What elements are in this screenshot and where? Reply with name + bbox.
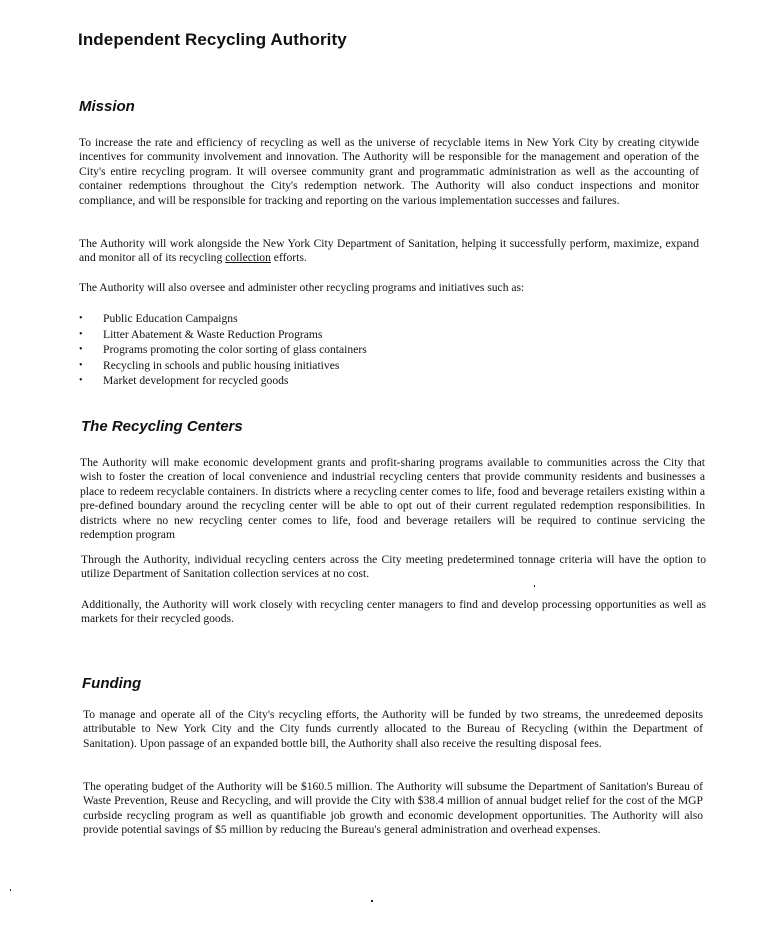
mission-paragraph-3: The Authority will also oversee and administer other recycling programs and initiatives such as: xyxy=(79,281,525,294)
bullet-icon: • xyxy=(79,359,83,371)
mission-paragraph-2-text: The Authority will work alongside the New York City Department of Sanitation, helping it successfully perform, maximize, expand and monitor all of its recycling xyxy=(79,237,699,265)
mission-paragraph-2-end: efforts. xyxy=(270,251,307,265)
list-item xyxy=(78,327,367,343)
bullet-icon: • xyxy=(79,328,83,340)
mission-paragraph-1: To increase the rate and efficiency of recycling as well as the universe of recyclable items in New York City by creating citywide incentives for community involvement and innovation. The Authority will be responsible for the management and operation of the City's entire recycling program. It will oversee community grant and programmatic administration as well as the accounting of container redemptions throughout the City's redemption network. The Authority will also conduct inspections and monitor compliance, and will be responsible for tracking and reporting on the various implementation successes and failures. xyxy=(79,136,699,207)
mission-paragraph-2-underlined: collection xyxy=(225,251,271,265)
centers-paragraph-3: Additionally, the Authority will work closely with recycling center managers to find and develop processing opportunities as well as markets for their recycled goods. xyxy=(81,598,706,626)
list-item xyxy=(78,342,367,358)
mission-paragraph-2 xyxy=(79,237,699,266)
list-item-text: Litter Abatement & Waste Reduction Programs xyxy=(103,327,323,341)
list-item-text: Public Education Campaigns xyxy=(103,312,238,325)
scan-speck xyxy=(534,585,535,587)
centers-paragraph-2: Through the Authority, individual recycling centers across the City meeting predetermined tonnage criteria will have the option to utilize Department of Sanitation collection services at no cost. xyxy=(81,553,706,581)
scan-speck xyxy=(371,900,373,902)
bullet-icon: • xyxy=(79,375,83,386)
section-heading-funding: Funding xyxy=(82,675,142,692)
document-title: Independent Recycling Authority xyxy=(78,30,347,49)
bullet-icon: • xyxy=(79,344,83,355)
centers-paragraph-1: The Authority will make economic development grants and profit-sharing programs available to communities across the City that wish to foster the creation of local convenience and industrial recycling centers that provide community residents and businesses a place to redeem recyclable containers. In districts where a recycling center comes to life, food and beverage retailers existing within a pre-defined boundary around the recycling center will be able to opt out of their current regulated redemption responsibilities. In districts where no new recycling center comes to life, food and beverage retailers will be required to continue servicing the redemption program xyxy=(80,456,705,542)
list-item-text: Recycling in schools and public housing initiatives xyxy=(103,358,340,372)
bullet-icon: • xyxy=(79,313,83,324)
list-item xyxy=(78,373,367,389)
initiatives-list xyxy=(78,311,367,389)
list-item xyxy=(78,311,367,327)
section-heading-mission: Mission xyxy=(79,98,135,115)
funding-paragraph-2: The operating budget of the Authority will be $160.5 million. The Authority will subsume the Department of Sanitation's Bureau of Waste Prevention, Reuse and Recycling, and will provide the City with $38.4 million of annual budget relief for the cost of the MGP curbside recycling program as well as quantifiable job growth and economic development opportunities. The Authority will also provide potential savings of $5 million by reducing the Bureau's general administration and overhead expenses. xyxy=(83,780,703,837)
section-heading-recycling-centers: The Recycling Centers xyxy=(81,418,243,435)
list-item-text: Programs promoting the color sorting of glass containers xyxy=(103,343,367,356)
scan-speck xyxy=(10,889,11,891)
funding-paragraph-1: To manage and operate all of the City's recycling efforts, the Authority will be funded by two streams, the unredeemed deposits attributable to New York City and the City funds currently allocated to the Bureau of Recycling (within the Department of Sanitation). Upon passage of an expanded bottle bill, the Authority shall also receive the resulting disposal fees. xyxy=(83,708,703,750)
list-item xyxy=(78,358,367,374)
list-item-text: Market development for recycled goods xyxy=(103,374,289,387)
